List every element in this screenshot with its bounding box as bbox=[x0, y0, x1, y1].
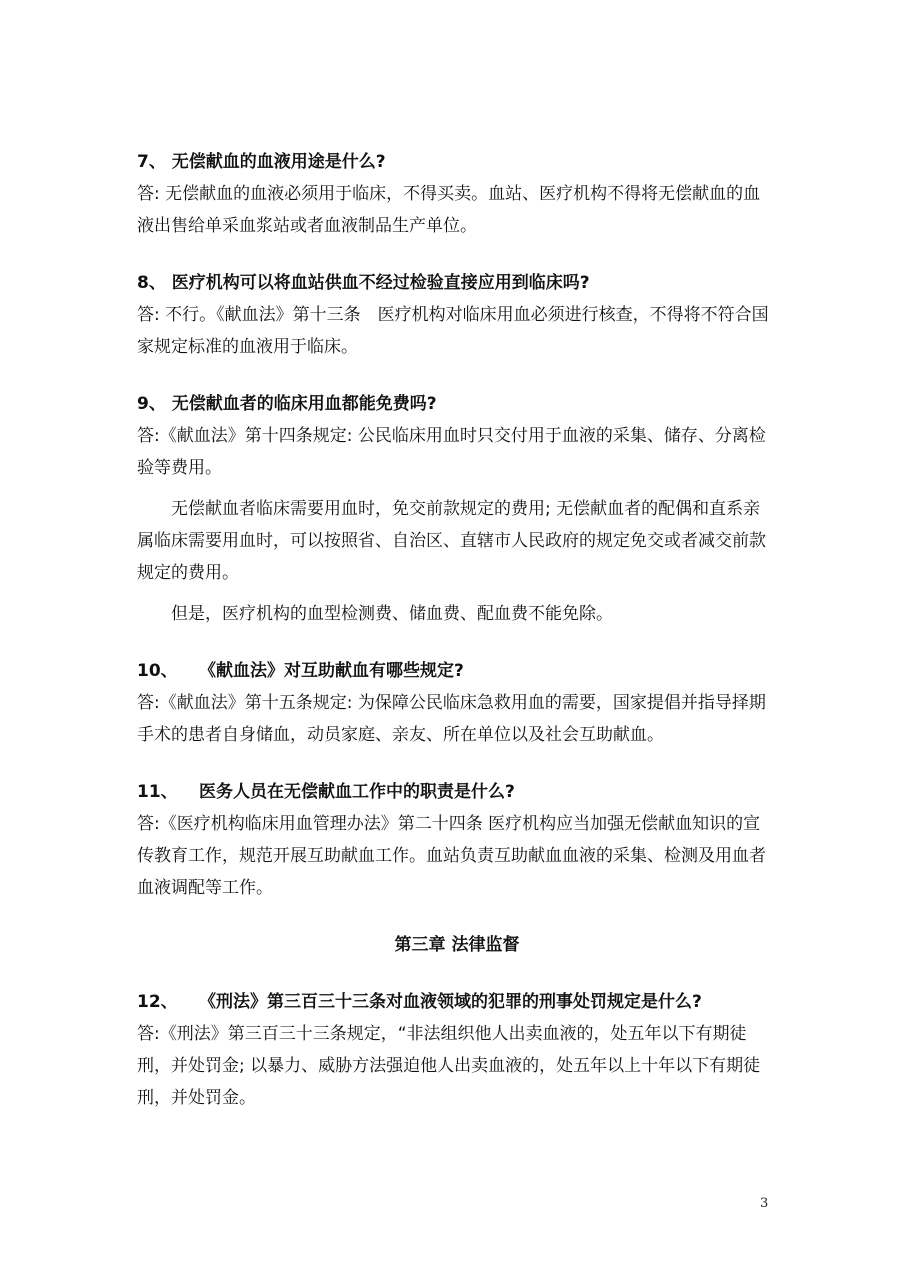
question-text: 无偿献血者的临床用血都能免费吗? bbox=[171, 394, 437, 414]
question-11 bbox=[137, 776, 777, 808]
question-number: 10、 bbox=[137, 661, 178, 681]
answer-10: 答:《献血法》第十五条规定: 为保障公民临床急救用血的需要，国家提倡并指导择期手术的患者自身储血，动员家庭、亲友、所在单位以及社会互助献血。 bbox=[137, 693, 766, 745]
answer-7: 答: 无偿献血的血液必须用于临床，不得买卖。血站、医疗机构不得将无偿献血的血液出售给单采血浆站或者血液制品生产单位。 bbox=[137, 184, 761, 236]
question-number: 7、 bbox=[137, 152, 166, 172]
answer-11: 答:《医疗机构临床用血管理办法》第二十四条 医疗机构应当加强无偿献血知识的宣传教育工作，规范开展互助献血工作。血站负责互助献血血液的采集、检测及用血者血液调配等工作。 bbox=[137, 814, 766, 898]
question-9 bbox=[137, 388, 777, 420]
answer-9: 答:《献血法》第十四条规定: 公民临床用血时只交付用于血液的采集、储存、分离检验等费用。 bbox=[137, 426, 766, 478]
question-12 bbox=[137, 986, 777, 1018]
question-text: 无偿献血的血液用途是什么? bbox=[171, 152, 386, 172]
question-number: 9、 bbox=[137, 394, 166, 414]
page-content bbox=[137, 146, 777, 1114]
page-number: 3 bbox=[760, 1196, 769, 1211]
answer-9-paragraph-2: 但是，医疗机构的血型检测费、储血费、配血费不能免除。 bbox=[171, 604, 613, 624]
chapter-title: 第三章 法律监督 bbox=[394, 935, 520, 955]
question-7 bbox=[137, 146, 777, 178]
question-10 bbox=[137, 655, 777, 687]
answer-8: 答: 不行。《献血法》第十三条 医疗机构对临床用血必须进行核查，不得将不符合国家规定标准的血液用于临床。 bbox=[137, 305, 769, 357]
question-text: 医务人员在无偿献血工作中的职责是什么? bbox=[199, 782, 515, 802]
question-number: 8、 bbox=[137, 273, 166, 293]
answer-12: 答:《刑法》第三百三十三条规定，“非法组织他人出卖血液的，处五年以下有期徒刑，并处罚金; 以暴力、威胁方法强迫他人出卖血液的，处五年以上十年以下有期徒刑，并处罚金。 bbox=[137, 1024, 761, 1108]
question-8 bbox=[137, 267, 777, 299]
question-text: 医疗机构可以将血站供血不经过检验直接应用到临床吗? bbox=[171, 273, 590, 293]
question-number: 11、 bbox=[137, 782, 178, 802]
question-number: 12、 bbox=[137, 992, 178, 1012]
answer-9-paragraph-1: 无偿献血者临床需要用血时，免交前款规定的费用; 无偿献血者的配偶和直系亲属临床需要用血时，可以按照省、自治区、直辖市人民政府的规定免交或者减交前款规定的费用。 bbox=[137, 499, 766, 583]
question-text: 《献血法》对互助献血有哪些规定? bbox=[199, 661, 464, 681]
question-text: 《刑法》第三百三十三条对血液领域的犯罪的刑事处罚规定是什么? bbox=[199, 992, 702, 1012]
